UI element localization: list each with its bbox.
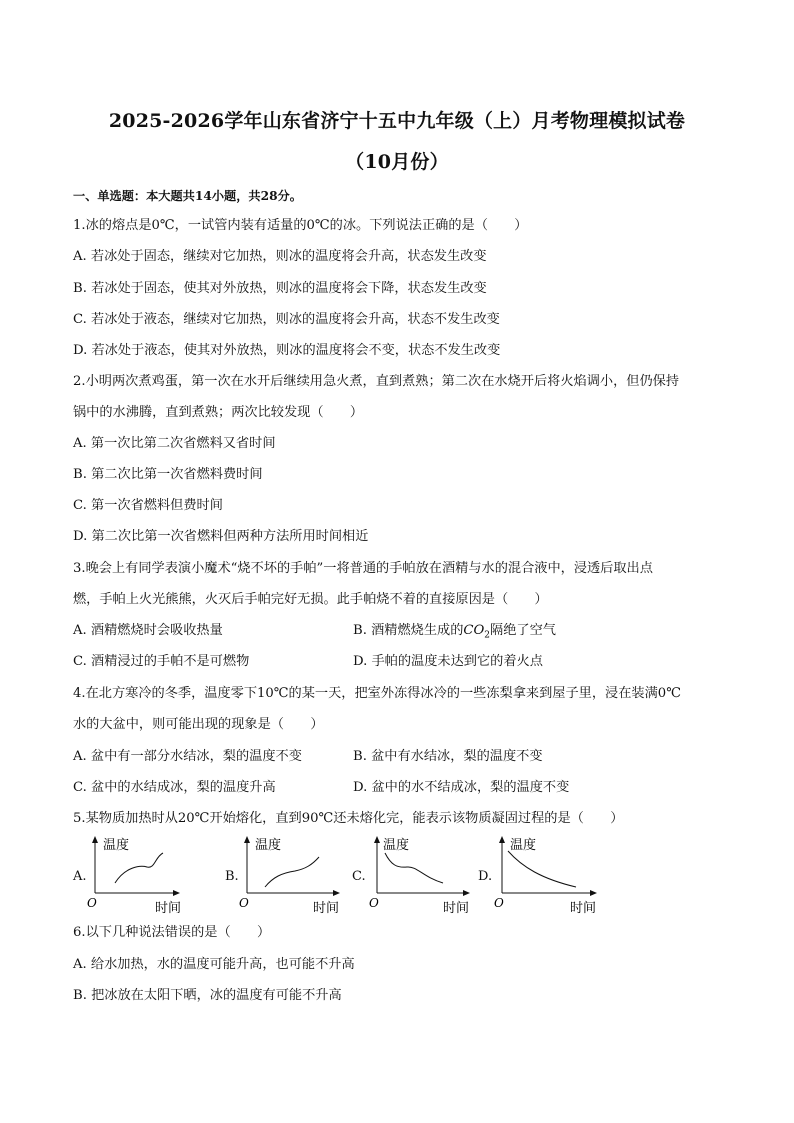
x-label: 时间 — [570, 901, 597, 916]
q4-stem-line1: 4.在北方寒冷的冬季，温度零下10℃的某一天，把室外冻得冰冷的一些冻梨拿来到屋子里，浸在装满0℃ — [73, 686, 681, 701]
q3-option-d: D. 手帕的温度未达到它的着火点 — [353, 654, 543, 669]
x-arrow — [590, 890, 597, 896]
q1-option-d: D. 若冰处于液态，使其对外放热，则冰的温度将会不变，状态不发生改变 — [73, 343, 501, 358]
x-arrow — [333, 890, 340, 896]
x-label: 时间 — [155, 901, 182, 916]
exam-subtitle: （10月份） — [345, 151, 449, 173]
curve-b — [265, 857, 319, 887]
q5-graph-b — [237, 835, 347, 917]
q4-options-ab-row — [73, 748, 733, 766]
q4-stem-line2: 水的大盆中，则可能出现的现象是（ ） — [73, 717, 324, 732]
q6-option-b: B. 把冰放在太阳下晒，冰的温度有可能不升高 — [73, 988, 342, 1003]
q5-graph-d — [492, 835, 607, 917]
q5-graph-c — [367, 835, 477, 917]
origin-label: O — [494, 896, 504, 910]
q2-option-a: A. 第一次比第二次省燃料又省时间 — [73, 436, 276, 451]
y-label: 温度 — [255, 838, 282, 853]
origin-label: O — [369, 896, 379, 910]
x-arrow — [463, 890, 470, 896]
q2-stem-line2: 锅中的水沸腾，直到煮熟；两次比较发现（ ） — [73, 405, 364, 420]
q2-stem-line1: 2.小明两次煮鸡蛋，第一次在水开后继续用急火煮，直到煮熟；第二次在水烧开后将火焰调小，但仍保持 — [73, 374, 680, 389]
y-label: 温度 — [103, 838, 130, 853]
origin-label: O — [87, 896, 97, 910]
q5-graph-c-option: C. — [352, 869, 366, 884]
curve-d — [508, 851, 576, 887]
q4-option-b: B. 盆中有水结冰，梨的温度不变 — [353, 749, 543, 764]
q2-option-d: D. 第二次比第一次省燃料但两种方法所用时间相近 — [73, 529, 369, 544]
q4-option-a: A. 盆中有一部分水结冰，梨的温度不变 — [73, 749, 302, 764]
q5-graph-b-option: B. — [225, 869, 239, 884]
x-label: 时间 — [313, 901, 340, 916]
x-arrow — [173, 890, 180, 896]
q1-option-a: A. 若冰处于固态，继续对它加热，则冰的温度将会升高，状态发生改变 — [73, 249, 487, 264]
x-label: 时间 — [443, 901, 470, 916]
q3-option-c: C. 酒精浸过的手帕不是可燃物 — [73, 654, 250, 669]
y-arrow — [374, 836, 380, 843]
q2-option-b: B. 第二次比第一次省燃料费时间 — [73, 467, 263, 482]
q3-option-a: A. 酒精燃烧时会吸收热量 — [73, 623, 223, 638]
q6-stem: 6.以下几种说法错误的是（ ） — [73, 925, 271, 940]
curve-c — [385, 853, 443, 883]
q1-stem: 1.冰的熔点是0℃，一试管内装有适量的0℃的冰。下列说法正确的是（ ） — [73, 218, 528, 233]
q4-options-cd-row — [73, 779, 733, 797]
section-heading: 一、单选题：本大题共14小题，共28分。 — [73, 189, 302, 203]
y-label: 温度 — [383, 838, 410, 853]
q3-stem-line2: 燃，手帕上火光熊熊，火灭后手帕完好无损。此手帕烧不着的直接原因是（ ） — [73, 592, 548, 607]
q5-stem: 5.某物质加热时从20℃开始熔化，直到90℃还未熔化完，能表示该物质凝固过程的是（ ） — [73, 811, 624, 826]
q4-option-c: C. 盆中的水结成冰，梨的温度升高 — [73, 780, 276, 795]
curve-a — [115, 853, 163, 883]
q6-option-a: A. 给水加热，水的温度可能升高，也可能不升高 — [73, 957, 355, 972]
q1-option-c: C. 若冰处于液态，继续对它加热，则冰的温度将会升高，状态不发生改变 — [73, 312, 500, 327]
y-arrow — [92, 836, 98, 843]
q1-option-b: B. 若冰处于固态，使其对外放热，则冰的温度将会下降，状态发生改变 — [73, 281, 487, 296]
y-arrow — [499, 836, 505, 843]
q3-stem-line1: 3.晚会上有同学表演小魔术“烧不坏的手帕”一将普通的手帕放在酒精与水的混合液中，浸透后取出点 — [73, 561, 653, 576]
q2-option-c: C. 第一次省燃料但费时间 — [73, 498, 223, 513]
q3-options-cd-row — [73, 653, 733, 671]
q3-option-b: B. 酒精燃烧生成的$CO_2$隔绝了空气 — [353, 623, 556, 641]
q3-options-ab-row — [73, 622, 733, 640]
q5-graph-a — [85, 835, 185, 917]
q5-graph-a-option: A. — [73, 869, 87, 884]
y-label: 温度 — [510, 838, 537, 853]
q4-option-d: D. 盆中的水不结成冰，梨的温度不变 — [353, 780, 570, 795]
origin-label: O — [239, 896, 249, 910]
y-arrow — [244, 836, 250, 843]
exam-title: 2025-2026学年山东省济宁十五中九年级（上）月考物理模拟试卷 — [108, 110, 686, 132]
q5-graph-d-option: D. — [478, 869, 493, 884]
